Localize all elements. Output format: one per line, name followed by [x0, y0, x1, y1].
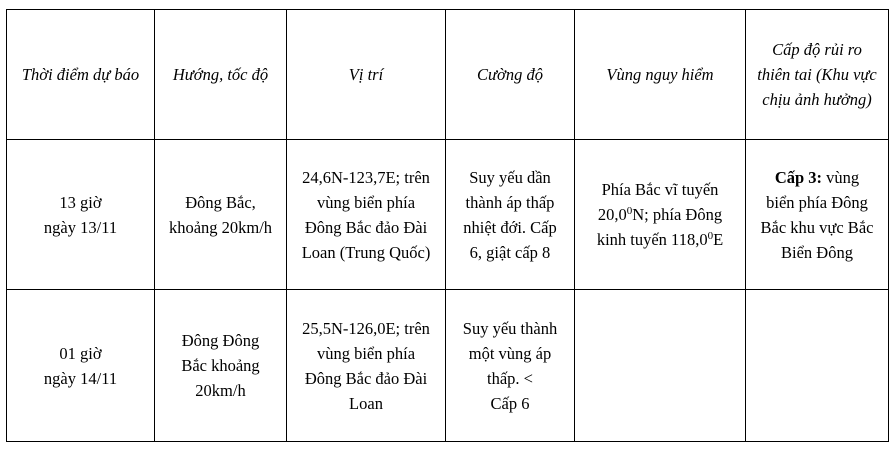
degree-superscript: 0	[707, 230, 714, 242]
risk-level-text: vùng biển phía Đông Bắc khu vực Bắc Biển Đông	[760, 167, 874, 262]
header-time: Thời điểm dự báo	[7, 10, 155, 140]
cell-position: 25,5N-126,0E; trên vùng biển phía Đông Bắc đảo Đài Loan	[287, 290, 446, 442]
cell-direction: Đông Đông Bắc khoảng 20km/h	[155, 290, 287, 442]
danger-zone-text-2: N; phía Đông kinh tuyến 118,0	[596, 205, 723, 249]
cell-risk-level	[746, 140, 889, 290]
table-row	[7, 290, 889, 442]
header-intensity: Cường độ	[446, 10, 575, 140]
cell-risk-level	[746, 290, 889, 442]
cell-direction: Đông Bắc, khoảng 20km/h	[155, 140, 287, 290]
risk-level-label: Cấp 3:	[774, 167, 823, 187]
cell-danger-zone	[575, 290, 746, 442]
cell-time: 01 giờ ngày 14/11	[7, 290, 155, 442]
table-row	[7, 140, 889, 290]
cell-position: 24,6N-123,7E; trên vùng biển phía Đông Bắc đảo Đài Loan (Trung Quốc)	[287, 140, 446, 290]
header-danger-zone: Vùng nguy hiểm	[575, 10, 746, 140]
cell-intensity: Suy yếu dần thành áp thấp nhiệt đới. Cấp 6, giật cấp 8	[446, 140, 575, 290]
table-header-row	[7, 10, 889, 140]
danger-zone-text-1: Phía Bắc vĩ tuyến 20,0	[597, 180, 719, 224]
header-risk-level: Cấp độ rủi ro thiên tai (Khu vực chịu ảnh hưởng)	[746, 10, 889, 140]
header-position: Vị trí	[287, 10, 446, 140]
cell-intensity: Suy yếu thành một vùng áp thấp. < Cấp 6	[446, 290, 575, 442]
degree-superscript: 0	[626, 205, 633, 217]
cell-danger-zone	[575, 140, 746, 290]
header-direction-speed: Hướng, tốc độ	[155, 10, 287, 140]
forecast-table	[6, 9, 889, 442]
cell-time: 13 giờ ngày 13/11	[7, 140, 155, 290]
danger-zone-text-3: E	[713, 230, 724, 249]
